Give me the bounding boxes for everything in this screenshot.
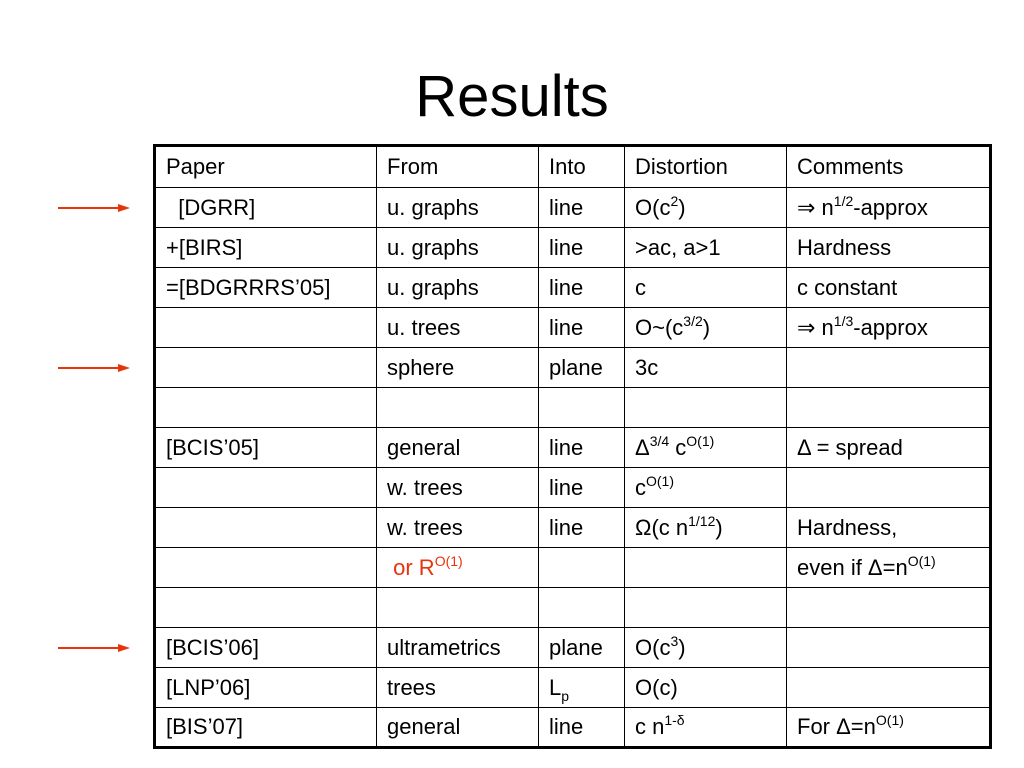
cell-into bbox=[539, 388, 625, 428]
cell-into: plane bbox=[539, 348, 625, 388]
cell-paper bbox=[155, 308, 377, 348]
table-row bbox=[155, 468, 991, 508]
cell-into: line bbox=[539, 468, 625, 508]
right-arrow-icon bbox=[58, 362, 130, 374]
cell-from: w. trees bbox=[377, 468, 539, 508]
cell-distortion bbox=[625, 548, 787, 588]
cell-comments: For $\Delta=n^{O(1)}$ bbox=[787, 708, 991, 748]
cell-distortion: $O(c^3)$ bbox=[625, 628, 787, 668]
table-row bbox=[155, 508, 991, 548]
table-row bbox=[155, 588, 991, 628]
cell-paper: [LNP’06] bbox=[155, 668, 377, 708]
cell-comments bbox=[787, 668, 991, 708]
results-table bbox=[153, 144, 992, 749]
table-row bbox=[155, 628, 991, 668]
cell-paper bbox=[155, 588, 377, 628]
cell-into: line bbox=[539, 268, 625, 308]
cell-distortion: c bbox=[625, 268, 787, 308]
cell-paper bbox=[155, 548, 377, 588]
right-arrow-icon bbox=[58, 202, 130, 214]
header-from: From bbox=[377, 146, 539, 188]
cell-into: line bbox=[539, 708, 625, 748]
right-arrow-icon bbox=[58, 642, 130, 654]
cell-from: u. graphs bbox=[377, 228, 539, 268]
cell-distortion bbox=[625, 388, 787, 428]
cell-distortion: c $n^{1-\delta}$ bbox=[625, 708, 787, 748]
cell-distortion: $c^{O(1)}$ bbox=[625, 468, 787, 508]
header-paper: Paper bbox=[155, 146, 377, 188]
slide-title: Results bbox=[415, 64, 609, 129]
table-row bbox=[155, 308, 991, 348]
cell-paper: =[BDGRRRS’05] bbox=[155, 268, 377, 308]
cell-into: line bbox=[539, 308, 625, 348]
table-row bbox=[155, 668, 991, 708]
cell-paper bbox=[155, 508, 377, 548]
cell-comments: Δ = spread bbox=[787, 428, 991, 468]
cell-paper: [BIS’07] bbox=[155, 708, 377, 748]
cell-from: sphere bbox=[377, 348, 539, 388]
cell-comments: Hardness bbox=[787, 228, 991, 268]
cell-into: line bbox=[539, 428, 625, 468]
cell-into: line bbox=[539, 508, 625, 548]
cell-comments bbox=[787, 468, 991, 508]
header-distortion: Distortion bbox=[625, 146, 787, 188]
cell-distortion: O(c) bbox=[625, 668, 787, 708]
cell-into bbox=[539, 548, 625, 588]
table-row bbox=[155, 708, 991, 748]
cell-paper: [DGRR] bbox=[155, 188, 377, 228]
cell-paper bbox=[155, 468, 377, 508]
cell-paper bbox=[155, 348, 377, 388]
cell-comments: Hardness, bbox=[787, 508, 991, 548]
cell-from: or $R^{O(1)}$ bbox=[377, 548, 539, 588]
cell-distortion: $O(c^2)$ bbox=[625, 188, 787, 228]
table-header-row bbox=[155, 146, 991, 188]
cell-distortion: >ac, a>1 bbox=[625, 228, 787, 268]
cell-from: w. trees bbox=[377, 508, 539, 548]
cell-comments bbox=[787, 348, 991, 388]
cell-distortion: 3c bbox=[625, 348, 787, 388]
cell-comments: c constant bbox=[787, 268, 991, 308]
header-into: Into bbox=[539, 146, 625, 188]
cell-distortion: $O\sim(c^{3/2})$ bbox=[625, 308, 787, 348]
cell-into: line bbox=[539, 188, 625, 228]
cell-comments: ⇒ $n^{1/2}$-approx bbox=[787, 188, 991, 228]
cell-paper: +[BIRS] bbox=[155, 228, 377, 268]
cell-from: u. graphs bbox=[377, 268, 539, 308]
table-row bbox=[155, 428, 991, 468]
cell-into: plane bbox=[539, 628, 625, 668]
cell-into: line bbox=[539, 228, 625, 268]
table-row bbox=[155, 268, 991, 308]
table-row bbox=[155, 228, 991, 268]
cell-comments bbox=[787, 588, 991, 628]
table-row bbox=[155, 388, 991, 428]
cell-into: $L_p$ bbox=[539, 668, 625, 708]
cell-from bbox=[377, 588, 539, 628]
cell-comments: even if $\Delta=n^{O(1)}$ bbox=[787, 548, 991, 588]
header-comments: Comments bbox=[787, 146, 991, 188]
table-row bbox=[155, 188, 991, 228]
cell-distortion: Ω(c $n^{1/12}$) bbox=[625, 508, 787, 548]
cell-into bbox=[539, 588, 625, 628]
cell-from: ultrametrics bbox=[377, 628, 539, 668]
cell-from: u. trees bbox=[377, 308, 539, 348]
table-row bbox=[155, 348, 991, 388]
cell-comments: ⇒ $n^{1/3}$-approx bbox=[787, 308, 991, 348]
cell-from bbox=[377, 388, 539, 428]
cell-paper: [BCIS’06] bbox=[155, 628, 377, 668]
cell-comments bbox=[787, 628, 991, 668]
cell-paper: [BCIS’05] bbox=[155, 428, 377, 468]
cell-from: general bbox=[377, 708, 539, 748]
cell-distortion bbox=[625, 588, 787, 628]
table-row bbox=[155, 548, 991, 588]
cell-from: general bbox=[377, 428, 539, 468]
cell-distortion: $\Delta^{3/4}$ $c^{O(1)}$ bbox=[625, 428, 787, 468]
cell-comments bbox=[787, 388, 991, 428]
cell-from: u. graphs bbox=[377, 188, 539, 228]
cell-paper bbox=[155, 388, 377, 428]
cell-from: trees bbox=[377, 668, 539, 708]
